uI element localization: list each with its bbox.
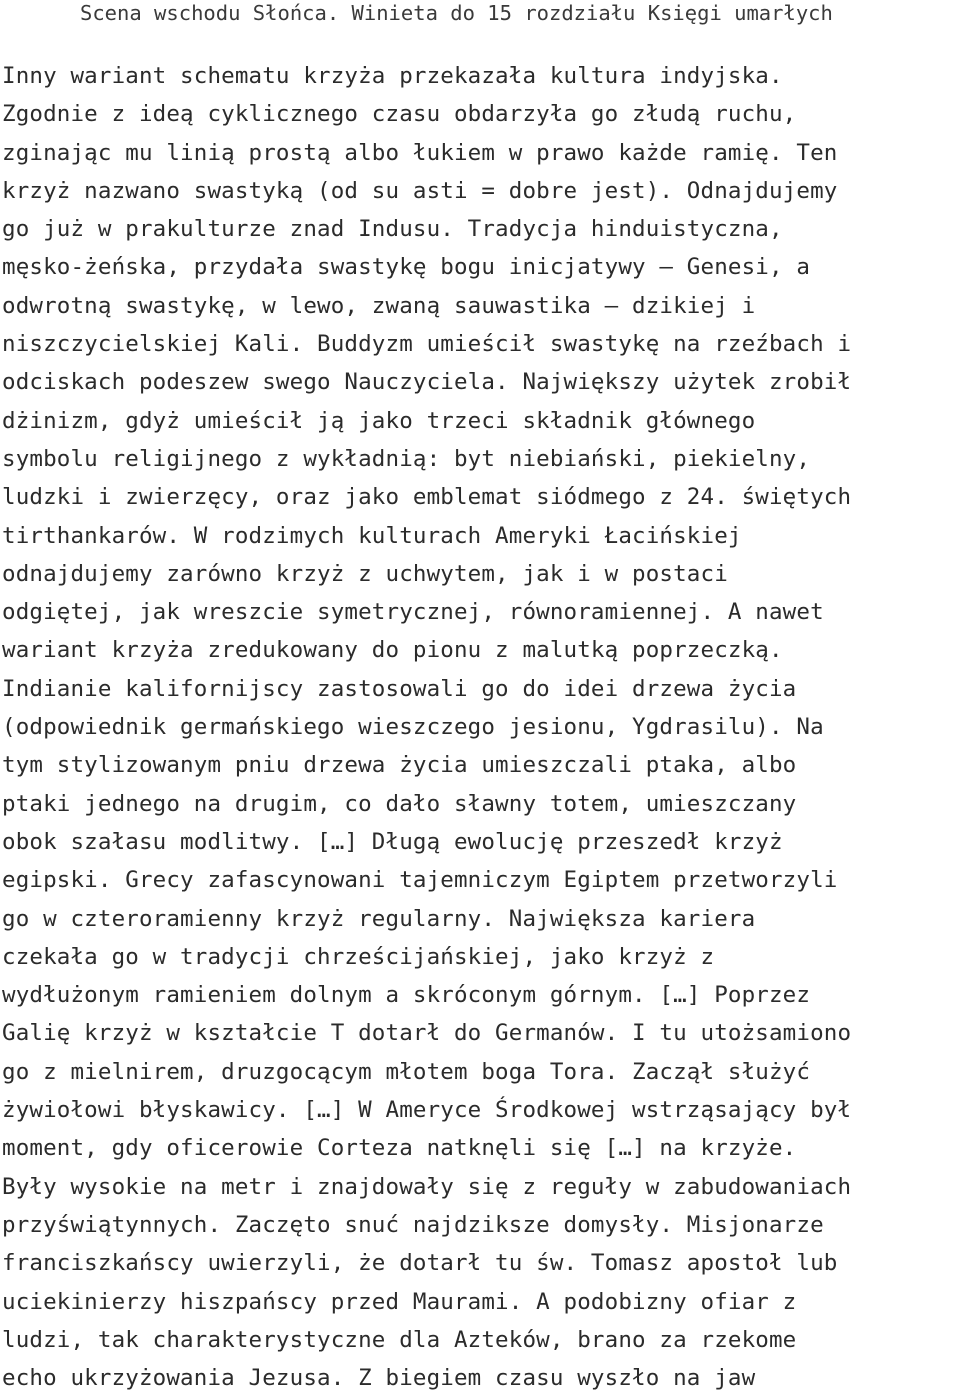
text-line: franciszkańscy uwierzyli, że dotarł tu św. Tomasz apostoł lub <box>2 1250 838 1277</box>
text-line: go w czteroramienny krzyż regularny. Największa kariera <box>2 905 756 932</box>
text-line: Zgodnie z ideą cyklicznego czasu obdarzyła go złudą ruchu, <box>2 101 797 128</box>
text-line: go z mielnirem, druzgocącym młotem boga Tora. Zaczął służyć <box>2 1058 811 1085</box>
text-line: go już w prakulturze znad Indusu. Tradycja hinduistyczna, <box>2 216 783 243</box>
text-line: ptaki jednego na drugim, co dało sławny totem, umieszczany <box>2 790 797 817</box>
text-line: obok szałasu modlitwy. […] Długą ewolucję przeszedł krzyż <box>2 828 783 855</box>
text-line: wydłużonym ramieniem dolnym a skróconym górnym. […] Poprzez <box>2 982 811 1009</box>
text-line: żywiołowi błyskawicy. […] W Ameryce Środkowej wstrząsający był <box>2 1097 852 1124</box>
text-line: Były wysokie na metr i znajdowały się z reguły w zabudowaniach <box>2 1173 852 1200</box>
figure-caption: Scena wschodu Słońca. Winieta do 15 rozdziału Księgi umarłych <box>80 1 833 25</box>
text-line: czekała go w tradycji chrześcijańskiej, jako krzyż z <box>2 943 715 970</box>
text-line: moment, gdy oficerowie Corteza natknęli się […] na krzyże. <box>2 1135 797 1162</box>
article-body <box>2 57 960 1397</box>
text-line: odciskach podeszew swego Nauczyciela. Największy użytek zrobił <box>2 369 852 396</box>
text-line: ludzki i zwierzęcy, oraz jako emblemat siódmego z 24. świętych <box>2 484 852 511</box>
text-line: tirthankarów. W rodzimych kulturach Ameryki Łacińskiej <box>2 522 742 549</box>
text-line: męsko-żeńska, przydała swastykę bogu inicjatywy – Genesi, a <box>2 254 811 281</box>
text-line: ludzi, tak charakterystyczne dla Azteków, brano za rzekome <box>2 1326 797 1353</box>
text-line: przyświątynnych. Zaczęto snuć najdziksze domysły. Misjonarze <box>2 1211 824 1238</box>
text-line: tym stylizowanym pniu drzewa życia umieszczali ptaka, albo <box>2 752 797 779</box>
text-line: uciekinierzy hiszpańscy przed Maurami. A podobizny ofiar z <box>2 1288 797 1315</box>
text-line: egipski. Grecy zafascynowani tajemniczym Egiptem przetworzyli <box>2 867 838 894</box>
text-line: odgiętej, jak wreszcie symetrycznej, równoramiennej. A nawet <box>2 599 824 626</box>
text-line: odnajdujemy zarówno krzyż z uchwytem, jak i w postaci <box>2 560 728 587</box>
text-line: (odpowiednik germańskiego wieszczego jesionu, Ygdrasilu). Na <box>2 714 824 741</box>
text-line: Indianie kalifornijscy zastosowali go do idei drzewa życia <box>2 675 797 702</box>
text-line: symbolu religijnego z wykładnią: byt niebiański, piekielny, <box>2 445 811 472</box>
text-line: zginając mu linią prostą albo łukiem w prawo każde ramię. Ten <box>2 139 838 166</box>
text-line: krzyż nazwano swastyką (od su asti = dobre jest). Odnajdujemy <box>2 177 838 204</box>
text-line: Inny wariant schematu krzyża przekazała kultura indyjska. <box>2 63 783 89</box>
text-line: echo ukrzyżowania Jezusa. Z biegiem czasu wyszło na jaw <box>2 1365 756 1392</box>
text-line: wariant krzyża zredukowany do pionu z malutką poprzeczką. <box>2 637 783 664</box>
text-line: Galię krzyż w kształcie T dotarł do Germanów. I tu utożsamiono <box>2 1020 852 1047</box>
text-line: niszczycielskiej Kali. Buddyzm umieścił swastykę na rzeźbach i <box>2 331 852 358</box>
text-line: dżinizm, gdyż umieścił ją jako trzeci składnik głównego <box>2 407 756 434</box>
text-line: odwrotną swastykę, w lewo, zwaną sauwastika – dzikiej i <box>2 292 756 319</box>
